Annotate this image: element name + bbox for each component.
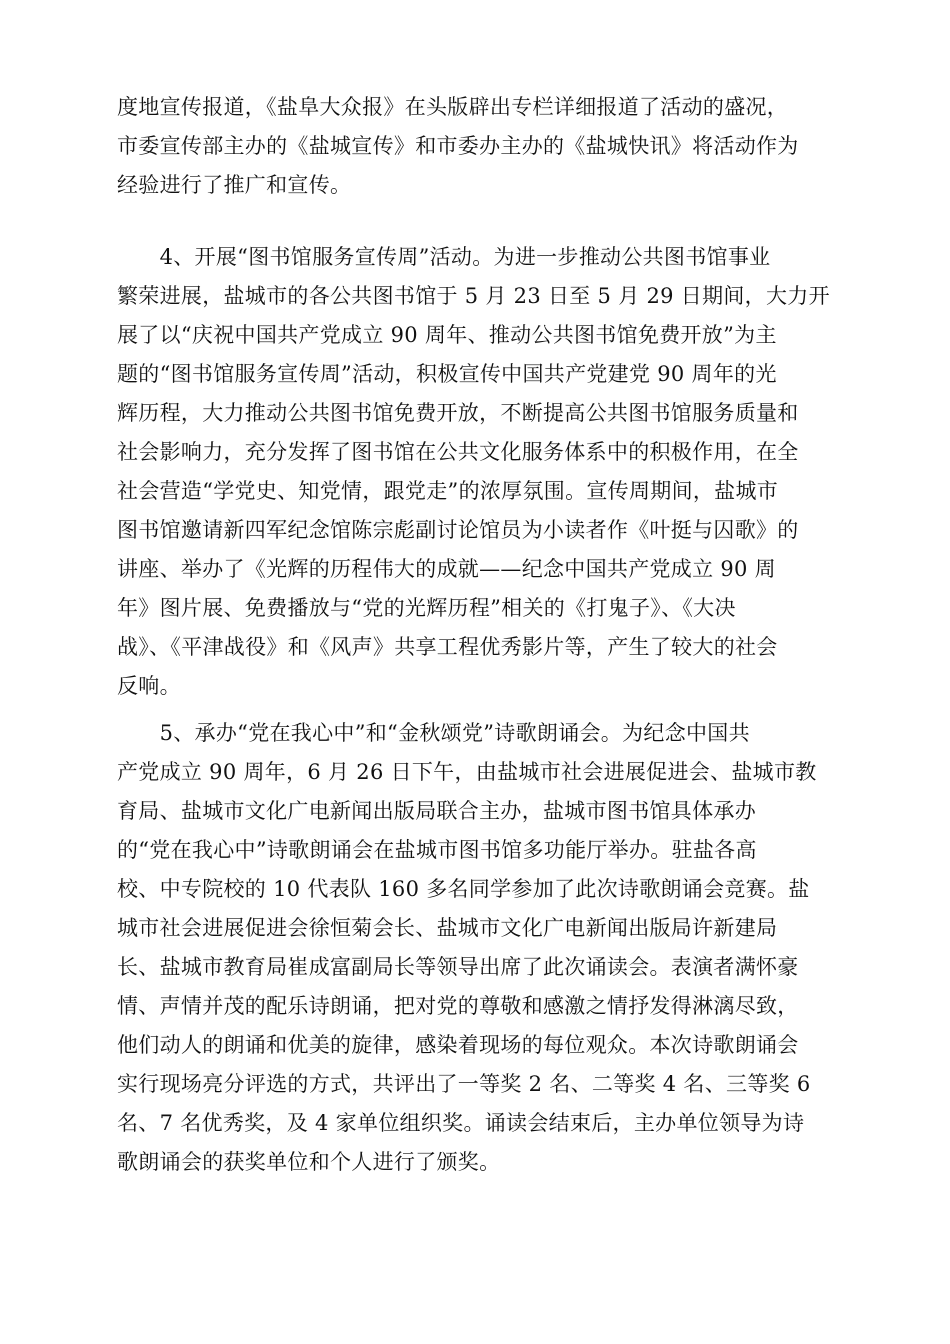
paragraph-line: 经验进行了推广和宣传。 <box>117 173 352 197</box>
paragraph-line: 年》图片展、免费播放与“党的光辉历程”相关的《打鬼子》、《大决 <box>117 596 736 620</box>
paragraph-line: 题的“图书馆服务宣传周”活动，积极宣传中国共产党建党 90 周年的光 <box>117 362 777 386</box>
paragraph-2 <box>117 238 833 706</box>
paragraph-line: 育局、盐城市文化广电新闻出版局联合主办，盐城市图书馆具体承办 <box>117 799 756 823</box>
paragraph-line: 战》、《平津战役》和《风声》共享工程优秀影片等，产生了较大的社会 <box>117 635 778 659</box>
paragraph-line: 长、盐城市教育局崔成富副局长等领导出席了此次诵读会。表演者满怀豪 <box>117 955 799 979</box>
paragraph-line: 城市社会进展促进会徐恒菊会长、盐城市文化广电新闻出版局许新建局 <box>117 916 778 940</box>
paragraph-1 <box>117 88 833 205</box>
paragraph-line: 他们动人的朗诵和优美的旋律，感染着现场的每位观众。本次诗歌朗诵会 <box>117 1033 799 1057</box>
paragraph-3 <box>117 714 833 1182</box>
paragraph-line: 繁荣进展，盐城市的各公共图书馆于 5 月 23 日至 5 月 29 日期间，大力开 <box>117 284 830 308</box>
paragraph-line: 图书馆邀请新四军纪念馆陈宗彪副讨论馆员为小读者作《叶挺与囚歌》的 <box>117 518 799 542</box>
paragraph-line: 市委宣传部主办的《盐城宣传》和市委办主办的《盐城快讯》将活动作为 <box>117 134 799 158</box>
paragraph-line: 的“党在我心中”诗歌朗诵会在盐城市图书馆多功能厅举办。驻盐各高 <box>117 838 757 862</box>
paragraph-line: 辉历程，大力推动公共图书馆免费开放，不断提高公共图书馆服务质量和 <box>117 401 799 425</box>
paragraph-line: 展了以“庆祝中国共产党成立 90 周年、推动公共图书馆免费开放”为主 <box>117 323 777 347</box>
paragraph-line: 社会营造“学党史、知党情，跟党走”的浓厚氛围。宣传周期间，盐城市 <box>117 479 779 503</box>
paragraph-line: 反响。 <box>117 674 181 698</box>
paragraph-line: 名、7 名优秀奖，及 4 家单位组织奖。诵读会结束后，主办单位领导为诗 <box>117 1111 805 1135</box>
paragraph-line: 讲座、举办了《光辉的历程伟大的成就——纪念中国共产党成立 90 周 <box>117 557 776 581</box>
paragraph-line: 实行现场亮分评选的方式，共评出了一等奖 2 名、二等奖 4 名、三等奖 6 <box>117 1072 811 1096</box>
paragraph-line: 4、开展“图书馆服务宣传周”活动。为进一步推动公共图书馆事业 <box>117 245 771 269</box>
paragraph-line: 情、声情并茂的配乐诗朗诵，把对党的尊敬和感激之情抒发得淋漓尽致， <box>117 994 799 1018</box>
paragraph-line: 歌朗诵会的获奖单位和个人进行了颁奖。 <box>117 1150 501 1174</box>
paragraph-line: 产党成立 90 周年，6 月 26 日下午，由盐城市社会进展促进会、盐城市教 <box>117 760 817 784</box>
paragraph-line: 校、中专院校的 10 代表队 160 多名同学参加了此次诗歌朗诵会竞赛。盐 <box>117 877 810 901</box>
paragraph-line: 5、承办“党在我心中”和“金秋颂党”诗歌朗诵会。为纪念中国共 <box>117 721 750 745</box>
paragraph-line: 度地宣传报道，《盐阜大众报》在头版辟出专栏详细报道了活动的盛况， <box>117 95 789 119</box>
paragraph-line: 社会影响力，充分发挥了图书馆在公共文化服务体系中的积极作用，在全 <box>117 440 799 464</box>
